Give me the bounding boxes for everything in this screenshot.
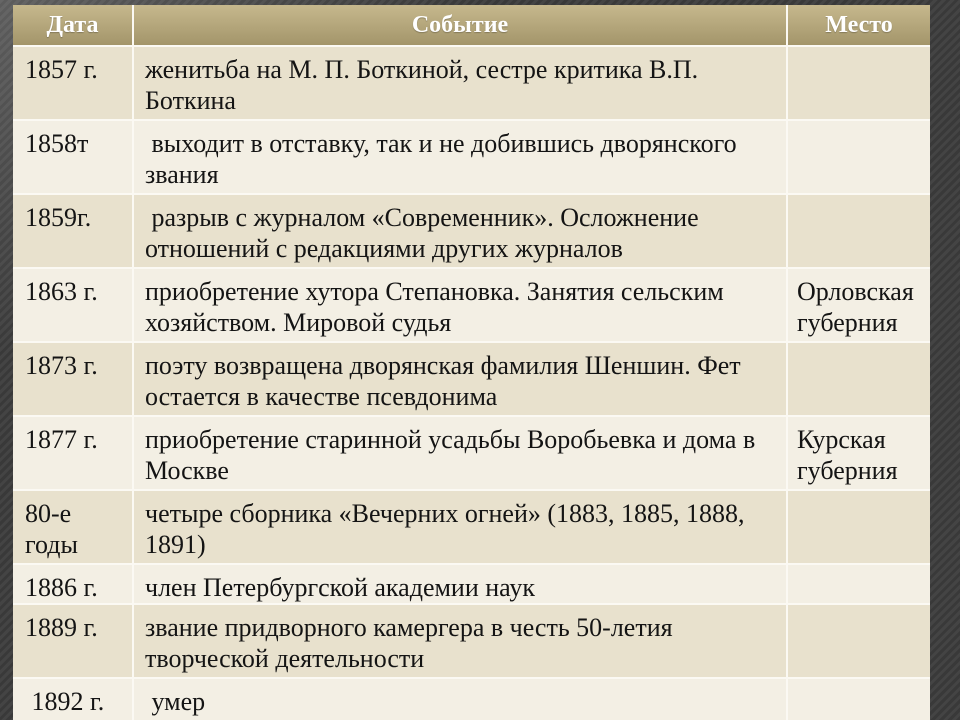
date-cell: 1863 г.	[13, 269, 132, 341]
header-date: Дата	[13, 5, 132, 45]
header-event: Событие	[134, 5, 786, 45]
date-cell: 1892 г.	[13, 679, 132, 720]
date-cell: 1857 г.	[13, 47, 132, 119]
event-cell: четыре сборника «Вечерних огней» (1883, 1885, 1888, 1891)	[134, 491, 786, 563]
place-cell: Курская губерния	[788, 417, 930, 489]
event-cell: умер	[134, 679, 786, 720]
place-cell	[788, 195, 930, 267]
place-cell: Орловская губерния	[788, 269, 930, 341]
biography-table	[13, 5, 930, 720]
date-cell: 1873 г.	[13, 343, 132, 415]
date-cell: 1859г.	[13, 195, 132, 267]
date-cell: 1886 г.	[13, 565, 132, 603]
place-cell	[788, 121, 930, 193]
event-cell: приобретение хутора Степановка. Занятия сельским хозяйством. Мировой судья	[134, 269, 786, 341]
place-cell	[788, 605, 930, 677]
event-cell: выходит в отставку, так и не добившись дворянского звания	[134, 121, 786, 193]
place-cell	[788, 565, 930, 603]
place-cell	[788, 679, 930, 720]
event-cell: член Петербургской академии наук	[134, 565, 786, 603]
place-cell	[788, 343, 930, 415]
event-cell: разрыв с журналом «Современник». Осложнение отношений с редакциями других журналов	[134, 195, 786, 267]
date-cell: 1858т	[13, 121, 132, 193]
event-cell: звание придворного камергера в честь 50-летия творческой деятельности	[134, 605, 786, 677]
date-cell: 1877 г.	[13, 417, 132, 489]
date-cell: 80-е годы	[13, 491, 132, 563]
date-cell: 1889 г.	[13, 605, 132, 677]
event-cell: поэту возвращена дворянская фамилия Шеншин. Фет остается в качестве псевдонима	[134, 343, 786, 415]
place-cell	[788, 491, 930, 563]
event-cell: приобретение старинной усадьбы Воробьевка и дома в Москве	[134, 417, 786, 489]
event-cell: женитьба на М. П. Боткиной, сестре критика В.П. Боткина	[134, 47, 786, 119]
place-cell	[788, 47, 930, 119]
header-place: Место	[788, 5, 930, 45]
